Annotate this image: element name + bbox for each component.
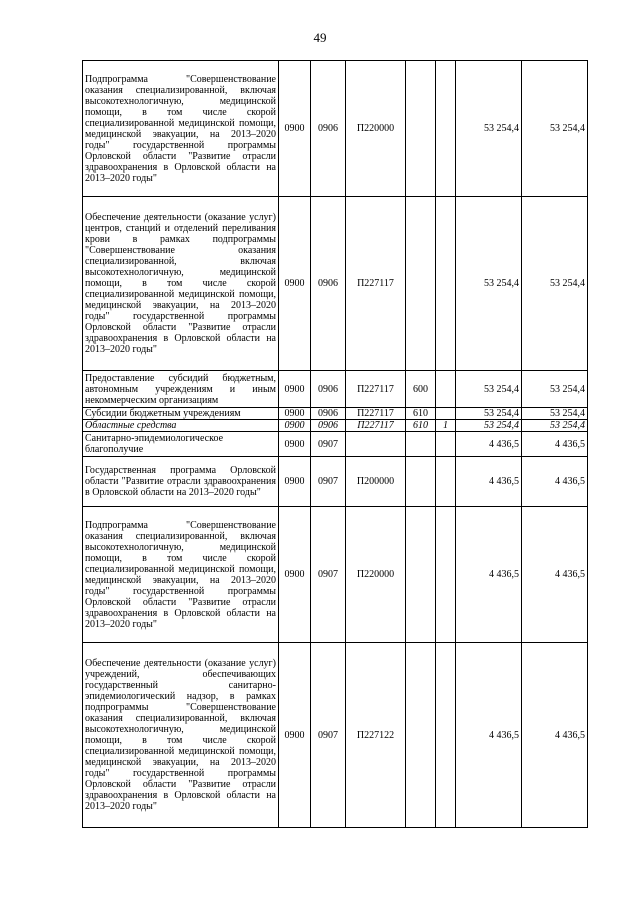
expense-type-code: 610 <box>406 420 436 432</box>
amount-1: 53 254,4 <box>456 197 522 371</box>
row-description: Санитарно-эпидемиологическое благополучие <box>83 432 279 457</box>
section-code: 0907 <box>311 432 346 457</box>
funding-source-code: 1 <box>436 420 456 432</box>
section-code: 0906 <box>311 420 346 432</box>
budget-table <box>82 60 588 828</box>
section-code: 0906 <box>311 408 346 420</box>
section-code: 0906 <box>311 61 346 197</box>
funding-source-code <box>436 457 456 507</box>
target-article-code: П227117 <box>346 197 406 371</box>
table-row <box>83 432 588 457</box>
page-number: 49 <box>313 30 327 45</box>
ministry-code: 0900 <box>279 643 311 828</box>
amount-1: 4 436,5 <box>456 507 522 643</box>
section-code: 0907 <box>311 643 346 828</box>
amount-2: 4 436,5 <box>522 457 588 507</box>
funding-source-code <box>436 61 456 197</box>
amount-2: 53 254,4 <box>522 371 588 408</box>
expense-type-code <box>406 643 436 828</box>
row-description: Областные средства <box>83 420 279 432</box>
amount-1: 53 254,4 <box>456 371 522 408</box>
table-row <box>83 457 588 507</box>
row-description: Обеспечение деятельности (оказание услуг) центров, станций и отделений переливания крови в рамках подпрограммы "Совершенствование оказания специализированной, включая высокотехнологичную, медицинской помощи, в том числе скорой специализированной медицинской помощи, медицинской эвакуации, на 2013–2020 годы" государственной программы Орловской области "Развитие отрасли здравоохранения в Орловской области на 2013–2020 годы" <box>83 197 279 371</box>
row-description: Предоставление субсидий бюджетным, автономным учреждениям и иным некоммерческим организациям <box>83 371 279 408</box>
amount-2: 53 254,4 <box>522 408 588 420</box>
expense-type-code <box>406 432 436 457</box>
section-code: 0906 <box>311 371 346 408</box>
amount-1: 53 254,4 <box>456 408 522 420</box>
table-row <box>83 408 588 420</box>
expense-type-code: 610 <box>406 408 436 420</box>
expense-type-code <box>406 457 436 507</box>
section-code: 0907 <box>311 457 346 507</box>
ministry-code: 0900 <box>279 457 311 507</box>
funding-source-code <box>436 643 456 828</box>
target-article-code: П227117 <box>346 408 406 420</box>
row-description: Подпрограмма "Совершенствование оказания специализированной, включая высокотехнологичную, медицинской помощи, в том числе скорой специализированной медицинской помощи, медицинской эвакуации, на 2013–2020 годы" государственной программы Орловской области "Развитие отрасли здравоохранения в Орловской области на 2013–2020 годы" <box>83 507 279 643</box>
target-article-code: П200000 <box>346 457 406 507</box>
row-description: Обеспечение деятельности (оказание услуг) учреждений, обеспечивающих государственный санитарно-эпидемиологический надзор, в рамках подпрограммы "Совершенствование оказания специализированной, включая высокотехнологичную, медицинской помощи, в том числе скорой специализированной медицинской помощи, медицинской эвакуации, на 2013–2020 годы" государственной программы Орловской области "Развитие отрасли здравоохранения в Орловской области на 2013–2020 годы" <box>83 643 279 828</box>
funding-source-code <box>436 197 456 371</box>
target-article-code <box>346 432 406 457</box>
section-code: 0907 <box>311 507 346 643</box>
amount-2: 4 436,5 <box>522 432 588 457</box>
amount-2: 53 254,4 <box>522 197 588 371</box>
target-article-code: П220000 <box>346 507 406 643</box>
amount-1: 53 254,4 <box>456 420 522 432</box>
amount-2: 4 436,5 <box>522 507 588 643</box>
amount-1: 4 436,5 <box>456 457 522 507</box>
amount-1: 4 436,5 <box>456 643 522 828</box>
row-description: Государственная программа Орловской области "Развитие отрасли здравоохранения в Орловской области на 2013–2020 годы" <box>83 457 279 507</box>
ministry-code: 0900 <box>279 420 311 432</box>
row-description: Подпрограмма "Совершенствование оказания специализированной, включая высокотехнологичную, медицинской помощи, в том числе скорой специализированной медицинской помощи, медицинской эвакуации, на 2013–2020 годы" государственной программы Орловской области "Развитие отрасли здравоохранения в Орловской области на 2013–2020 годы" <box>83 61 279 197</box>
amount-2: 53 254,4 <box>522 61 588 197</box>
expense-type-code <box>406 507 436 643</box>
amount-2: 4 436,5 <box>522 643 588 828</box>
table-row <box>83 643 588 828</box>
target-article-code: П220000 <box>346 61 406 197</box>
amount-2: 53 254,4 <box>522 420 588 432</box>
section-code: 0906 <box>311 197 346 371</box>
funding-source-code <box>436 507 456 643</box>
ministry-code: 0900 <box>279 408 311 420</box>
expense-type-code: 600 <box>406 371 436 408</box>
ministry-code: 0900 <box>279 371 311 408</box>
table-row <box>83 420 588 432</box>
table-row <box>83 61 588 197</box>
target-article-code: П227117 <box>346 371 406 408</box>
funding-source-code <box>436 432 456 457</box>
ministry-code: 0900 <box>279 507 311 643</box>
target-article-code: П227117 <box>346 420 406 432</box>
ministry-code: 0900 <box>279 61 311 197</box>
expense-type-code <box>406 197 436 371</box>
row-description: Субсидии бюджетным учреждениям <box>83 408 279 420</box>
target-article-code: П227122 <box>346 643 406 828</box>
ministry-code: 0900 <box>279 432 311 457</box>
table-row <box>83 197 588 371</box>
expense-type-code <box>406 61 436 197</box>
funding-source-code <box>436 408 456 420</box>
table-row <box>83 507 588 643</box>
ministry-code: 0900 <box>279 197 311 371</box>
amount-1: 53 254,4 <box>456 61 522 197</box>
funding-source-code <box>436 371 456 408</box>
amount-1: 4 436,5 <box>456 432 522 457</box>
table-row <box>83 371 588 408</box>
